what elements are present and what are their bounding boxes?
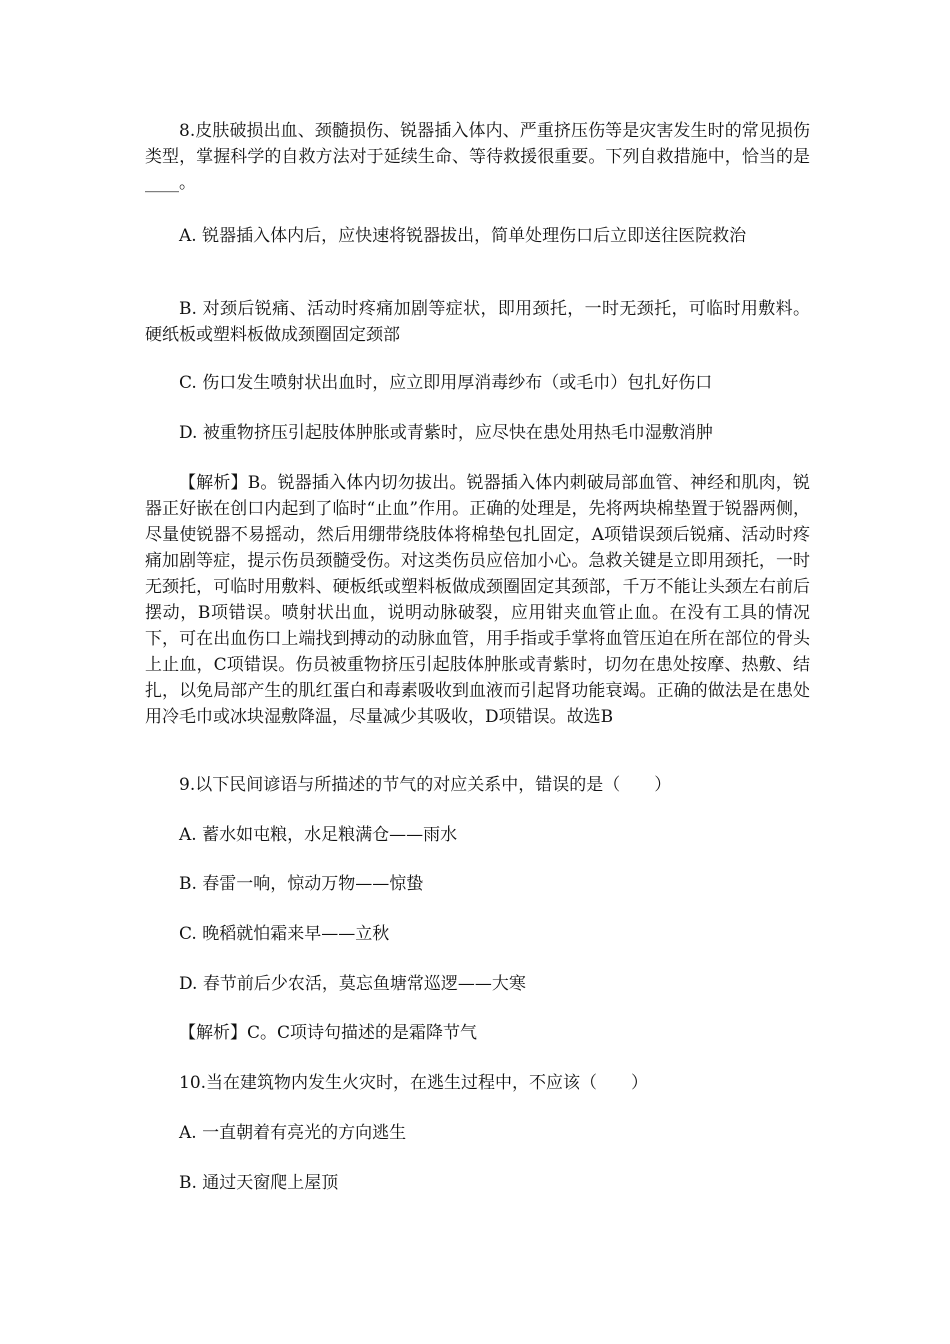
question-9-analysis: 【解析】C。C项诗句描述的是霜降节气 — [179, 1023, 478, 1043]
question-9-option-a: A. 蓄水如屯粮，水足粮满仓——雨水 — [179, 825, 458, 845]
question-9-option-c: C. 晚稻就怕霜来早——立秋 — [179, 924, 390, 944]
question-8-option-b: B. 对颈后锐痛、活动时疼痛加剧等症状，即用颈托，一时无颈托，可临时用敷料。硬纸板或塑料板做成颈圈固定颈部 — [145, 299, 810, 345]
question-8-option-c: C. 伤口发生喷射状出血时，应立即用厚消毒纱布（或毛巾）包扎好伤口 — [179, 373, 713, 393]
question-9-option-b: B. 春雷一响，惊动万物——惊蛰 — [179, 874, 424, 894]
question-8-option-a: A. 锐器插入体内后，应快速将锐器拔出，简单处理伤口后立即送往医院救治 — [179, 226, 747, 246]
question-9-option-d: D. 春节前后少农活，莫忘鱼塘常巡逻——大寒 — [179, 974, 526, 994]
question-8-stem: 8.皮肤破损出血、颈髓损伤、锐器插入体内、严重挤压伤等是灾害发生时的常见损伤类型，掌握科学的自救方法对于延续生命、等待救援很重要。下列自救措施中，恰当的是____。 — [145, 121, 810, 193]
question-10-stem: 10.当在建筑物内发生火灾时，在逃生过程中，不应该（ ） — [179, 1073, 649, 1093]
question-10-option-a: A. 一直朝着有亮光的方向逃生 — [179, 1123, 407, 1143]
question-10-option-b: B. 通过天窗爬上屋顶 — [179, 1173, 339, 1193]
question-8-analysis: 【解析】B。锐器插入体内切勿拔出。锐器插入体内刺破局部血管、神经和肌肉，锐器正好嵌在创口内起到了临时“止血”作用。正确的处理是，先将两块棉垫置于锐器两侧，尽量使锐器不易摇动，然后用绷带绕肢体将棉垫包扎固定，A项错误颈后锐痛、活动时疼痛加剧等症，提示伤员颈髓受伤。对这类伤员应倍加小心。急救关键是立即用颈托，一时无颈托，可临时用敷料、硬板纸或塑料板做成颈圈固定其颈部，千万不能让头颈左右前后摆动，B项错误。喷射状出血，说明动脉破裂，应用钳夹血管止血。在没有工具的情况下，可在出血伤口上端找到搏动的动脉血管，用手指或手掌将血管压迫在所在部位的骨头上止血，C项错误。伤员被重物挤压引起肢体肿胀或青紫时，切勿在患处按摩、热敷、结扎，以免局部产生的肌红蛋白和毒素吸收到血液而引起肾功能衰竭。正确的做法是在患处用冷毛巾或冰块湿敷降温，尽量减少其吸收，D项错误。故选B — [145, 473, 810, 727]
question-8-option-d: D. 被重物挤压引起肢体肿胀或青紫时，应尽快在患处用热毛巾湿敷消肿 — [179, 423, 713, 443]
question-9-stem: 9.以下民间谚语与所描述的节气的对应关系中，错误的是（ ） — [179, 775, 672, 795]
